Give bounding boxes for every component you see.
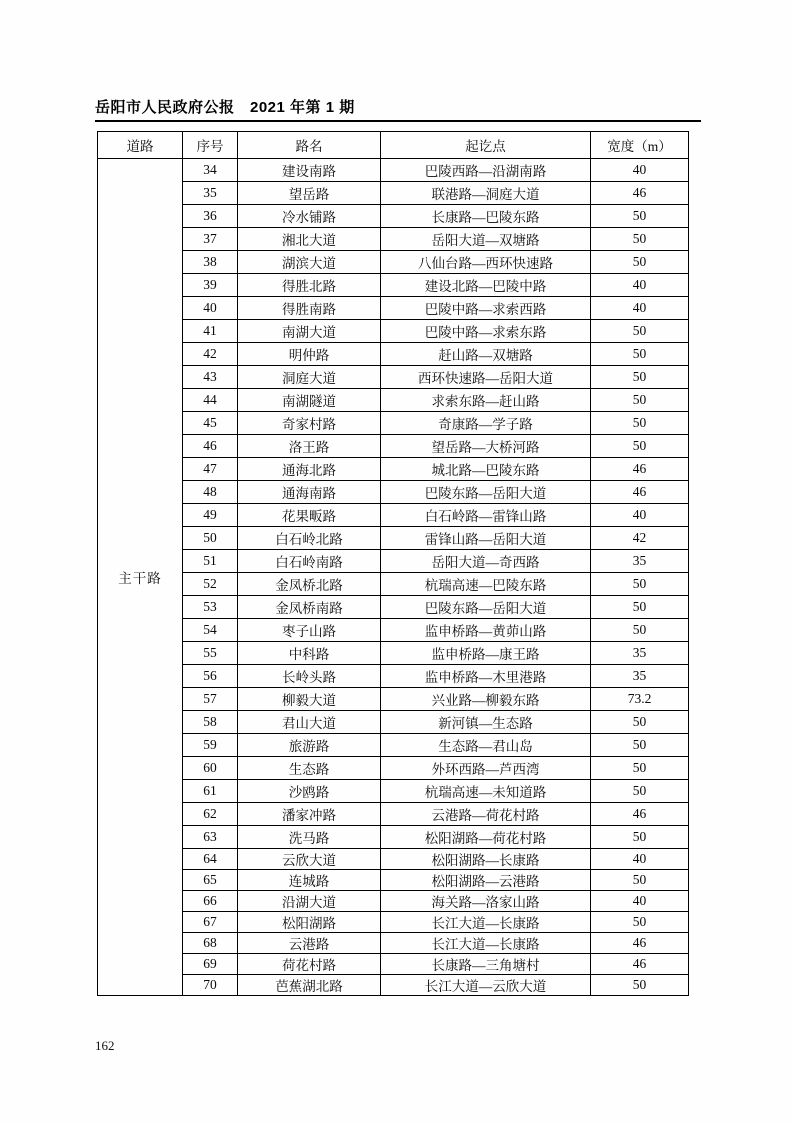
cell-width: 50 (591, 343, 689, 366)
table-row (98, 912, 689, 933)
table-row (98, 619, 689, 642)
cell-width: 50 (591, 619, 689, 642)
cell-width: 50 (591, 757, 689, 780)
cell-seq: 70 (183, 975, 238, 996)
cell-road-name: 得胜北路 (238, 274, 381, 297)
cell-width: 50 (591, 251, 689, 274)
cell-width: 50 (591, 975, 689, 996)
cell-seq: 41 (183, 320, 238, 343)
cell-width: 46 (591, 481, 689, 504)
cell-endpoints: 长江大道—云欣大道 (381, 975, 591, 996)
cell-width: 50 (591, 596, 689, 619)
cell-road-name: 奇家村路 (238, 412, 381, 435)
cell-seq: 50 (183, 527, 238, 550)
table-row (98, 826, 689, 849)
cell-seq: 63 (183, 826, 238, 849)
cell-seq: 36 (183, 205, 238, 228)
cell-endpoints: 监申桥路—黄茆山路 (381, 619, 591, 642)
page-number: 162 (95, 1038, 115, 1053)
cell-width: 42 (591, 527, 689, 550)
table-row (98, 891, 689, 912)
table-row (98, 412, 689, 435)
table-row (98, 573, 689, 596)
cell-road-name: 金凤桥北路 (238, 573, 381, 596)
cell-road-name: 金凤桥南路 (238, 596, 381, 619)
cell-endpoints: 岳阳大道—双塘路 (381, 228, 591, 251)
table-row (98, 343, 689, 366)
road-category-cell: 主干路 (98, 159, 183, 996)
cell-width: 50 (591, 912, 689, 933)
cell-endpoints: 长康路—巴陵东路 (381, 205, 591, 228)
cell-endpoints: 赶山路—双塘路 (381, 343, 591, 366)
cell-width: 50 (591, 412, 689, 435)
cell-road-name: 云欣大道 (238, 849, 381, 870)
cell-seq: 57 (183, 688, 238, 711)
cell-endpoints: 杭瑞高速—巴陵东路 (381, 573, 591, 596)
road-width-table (97, 131, 689, 996)
cell-width: 50 (591, 870, 689, 891)
cell-endpoints: 联港路—洞庭大道 (381, 182, 591, 205)
cell-endpoints: 巴陵中路—求索东路 (381, 320, 591, 343)
cell-seq: 51 (183, 550, 238, 573)
cell-road-name: 南湖隧道 (238, 389, 381, 412)
cell-road-name: 长岭头路 (238, 665, 381, 688)
table-row (98, 870, 689, 891)
cell-road-name: 生态路 (238, 757, 381, 780)
page-title: 岳阳市人民政府公报 2021 年第 1 期 (95, 99, 355, 116)
cell-seq: 49 (183, 504, 238, 527)
table-row (98, 159, 689, 182)
cell-road-name: 连城路 (238, 870, 381, 891)
cell-width: 35 (591, 665, 689, 688)
cell-width: 40 (591, 891, 689, 912)
cell-road-name: 洛王路 (238, 435, 381, 458)
cell-width: 46 (591, 933, 689, 954)
cell-endpoints: 长江大道—长康路 (381, 912, 591, 933)
table-row (98, 274, 689, 297)
table-row (98, 734, 689, 757)
cell-seq: 66 (183, 891, 238, 912)
cell-road-name: 潘家冲路 (238, 803, 381, 826)
cell-endpoints: 求索东路—赶山路 (381, 389, 591, 412)
table-row (98, 435, 689, 458)
table-row (98, 182, 689, 205)
cell-endpoints: 白石岭路—雷锋山路 (381, 504, 591, 527)
cell-seq: 40 (183, 297, 238, 320)
cell-width: 50 (591, 826, 689, 849)
cell-seq: 37 (183, 228, 238, 251)
cell-road-name: 冷水铺路 (238, 205, 381, 228)
cell-endpoints: 长康路—三角塘村 (381, 954, 591, 975)
cell-seq: 58 (183, 711, 238, 734)
cell-seq: 65 (183, 870, 238, 891)
cell-width: 40 (591, 297, 689, 320)
table-row (98, 933, 689, 954)
table-row (98, 366, 689, 389)
cell-width: 46 (591, 803, 689, 826)
cell-seq: 59 (183, 734, 238, 757)
table-row (98, 780, 689, 803)
cell-seq: 69 (183, 954, 238, 975)
cell-seq: 48 (183, 481, 238, 504)
table-row (98, 504, 689, 527)
cell-road-name: 通海北路 (238, 458, 381, 481)
cell-seq: 45 (183, 412, 238, 435)
cell-endpoints: 巴陵西路—沿湖南路 (381, 159, 591, 182)
cell-width: 50 (591, 573, 689, 596)
table-row (98, 975, 689, 996)
cell-endpoints: 巴陵中路—求索西路 (381, 297, 591, 320)
table-row (98, 527, 689, 550)
column-header-road: 道路 (98, 132, 183, 159)
cell-endpoints: 八仙台路—西环快速路 (381, 251, 591, 274)
table-row (98, 688, 689, 711)
cell-road-name: 沿湖大道 (238, 891, 381, 912)
cell-seq: 43 (183, 366, 238, 389)
cell-endpoints: 建设北路—巴陵中路 (381, 274, 591, 297)
cell-endpoints: 长江大道—长康路 (381, 933, 591, 954)
cell-width: 50 (591, 389, 689, 412)
cell-width: 35 (591, 550, 689, 573)
column-header-seq: 序号 (183, 132, 238, 159)
cell-width: 40 (591, 504, 689, 527)
cell-seq: 39 (183, 274, 238, 297)
table-row (98, 596, 689, 619)
table-row (98, 389, 689, 412)
cell-road-name: 建设南路 (238, 159, 381, 182)
cell-endpoints: 望岳路—大桥河路 (381, 435, 591, 458)
table-row (98, 481, 689, 504)
cell-road-name: 湖滨大道 (238, 251, 381, 274)
column-header-road-name: 路名 (238, 132, 381, 159)
table-header-row (98, 132, 689, 159)
cell-endpoints: 云港路—荷花村路 (381, 803, 591, 826)
cell-seq: 52 (183, 573, 238, 596)
cell-seq: 34 (183, 159, 238, 182)
cell-endpoints: 监申桥路—康王路 (381, 642, 591, 665)
cell-endpoints: 松阳湖路—云港路 (381, 870, 591, 891)
cell-road-name: 洞庭大道 (238, 366, 381, 389)
cell-seq: 54 (183, 619, 238, 642)
cell-seq: 60 (183, 757, 238, 780)
cell-road-name: 旅游路 (238, 734, 381, 757)
cell-seq: 46 (183, 435, 238, 458)
cell-endpoints: 奇康路—学子路 (381, 412, 591, 435)
cell-width: 50 (591, 711, 689, 734)
cell-road-name: 南湖大道 (238, 320, 381, 343)
cell-endpoints: 巴陵东路—岳阳大道 (381, 596, 591, 619)
cell-road-name: 湘北大道 (238, 228, 381, 251)
cell-width: 50 (591, 734, 689, 757)
cell-road-name: 枣子山路 (238, 619, 381, 642)
cell-seq: 47 (183, 458, 238, 481)
cell-endpoints: 巴陵东路—岳阳大道 (381, 481, 591, 504)
cell-width: 50 (591, 366, 689, 389)
cell-width: 46 (591, 182, 689, 205)
cell-road-name: 柳毅大道 (238, 688, 381, 711)
table-body (98, 159, 689, 996)
cell-width: 46 (591, 954, 689, 975)
table-row (98, 550, 689, 573)
cell-width: 35 (591, 642, 689, 665)
cell-width: 50 (591, 780, 689, 803)
cell-endpoints: 海关路—洛家山路 (381, 891, 591, 912)
cell-seq: 44 (183, 389, 238, 412)
cell-width: 40 (591, 274, 689, 297)
cell-road-name: 白石岭北路 (238, 527, 381, 550)
cell-endpoints: 城北路—巴陵东路 (381, 458, 591, 481)
table-row (98, 458, 689, 481)
cell-endpoints: 西环快速路—岳阳大道 (381, 366, 591, 389)
cell-road-name: 花果畈路 (238, 504, 381, 527)
table-row (98, 251, 689, 274)
cell-road-name: 望岳路 (238, 182, 381, 205)
cell-road-name: 荷花村路 (238, 954, 381, 975)
header-divider (95, 120, 701, 122)
cell-endpoints: 新河镇—生态路 (381, 711, 591, 734)
cell-endpoints: 监申桥路—木里港路 (381, 665, 591, 688)
cell-width: 50 (591, 320, 689, 343)
cell-endpoints: 松阳湖路—荷花村路 (381, 826, 591, 849)
cell-width: 50 (591, 435, 689, 458)
cell-road-name: 芭蕉湖北路 (238, 975, 381, 996)
cell-endpoints: 兴业路—柳毅东路 (381, 688, 591, 711)
table-row (98, 711, 689, 734)
table-row (98, 297, 689, 320)
cell-endpoints: 松阳湖路—长康路 (381, 849, 591, 870)
cell-width: 46 (591, 458, 689, 481)
cell-seq: 55 (183, 642, 238, 665)
cell-road-name: 中科路 (238, 642, 381, 665)
cell-road-name: 云港路 (238, 933, 381, 954)
cell-seq: 38 (183, 251, 238, 274)
column-header-endpoints: 起讫点 (381, 132, 591, 159)
cell-seq: 62 (183, 803, 238, 826)
cell-seq: 68 (183, 933, 238, 954)
cell-road-name: 洗马路 (238, 826, 381, 849)
cell-road-name: 沙鸥路 (238, 780, 381, 803)
cell-seq: 61 (183, 780, 238, 803)
cell-seq: 67 (183, 912, 238, 933)
cell-seq: 56 (183, 665, 238, 688)
cell-road-name: 白石岭南路 (238, 550, 381, 573)
cell-seq: 53 (183, 596, 238, 619)
column-header-width: 宽度（m） (591, 132, 689, 159)
table-row (98, 320, 689, 343)
cell-seq: 35 (183, 182, 238, 205)
cell-width: 50 (591, 205, 689, 228)
cell-road-name: 松阳湖路 (238, 912, 381, 933)
table-row (98, 228, 689, 251)
cell-width: 73.2 (591, 688, 689, 711)
cell-road-name: 明仲路 (238, 343, 381, 366)
cell-seq: 64 (183, 849, 238, 870)
table-row (98, 803, 689, 826)
table-row (98, 642, 689, 665)
cell-endpoints: 外环西路—芦西湾 (381, 757, 591, 780)
cell-width: 50 (591, 228, 689, 251)
cell-endpoints: 岳阳大道—奇西路 (381, 550, 591, 573)
cell-width: 40 (591, 849, 689, 870)
cell-endpoints: 杭瑞高速—未知道路 (381, 780, 591, 803)
table-row (98, 954, 689, 975)
cell-endpoints: 雷锋山路—岳阳大道 (381, 527, 591, 550)
cell-width: 40 (591, 159, 689, 182)
cell-road-name: 得胜南路 (238, 297, 381, 320)
cell-road-name: 君山大道 (238, 711, 381, 734)
table-row (98, 757, 689, 780)
table-row (98, 205, 689, 228)
table-row (98, 665, 689, 688)
table-row (98, 849, 689, 870)
cell-seq: 42 (183, 343, 238, 366)
cell-endpoints: 生态路—君山岛 (381, 734, 591, 757)
cell-road-name: 通海南路 (238, 481, 381, 504)
